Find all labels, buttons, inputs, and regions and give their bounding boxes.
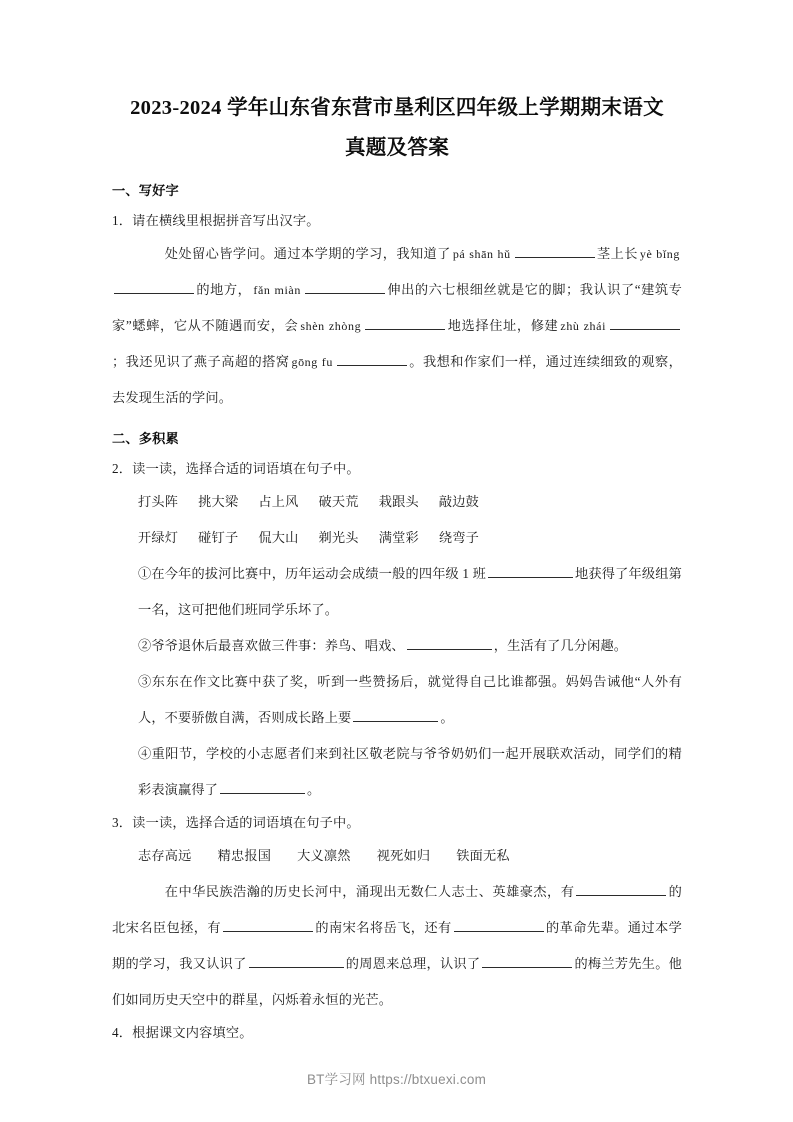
question-2-stem: 2．读一读，选择合适的词语填在句子中。 <box>112 461 360 476</box>
question-4-stem: 4．根据课文内容填空。 <box>112 1025 253 1040</box>
q3-text-4: 的革命先辈。通过本学期的学习，我又认识了 <box>112 920 683 971</box>
page-title <box>112 88 682 168</box>
question-3-stem: 3．读一读，选择合适的词语填在句子中。 <box>112 815 360 830</box>
q2-item1-text-b: 地获得了年级组第一名，这可把他们班同学乐坏了。 <box>138 566 682 617</box>
word-bank-item: 破天荒 <box>318 494 359 509</box>
q2-item2-text-a: ②爷爷退休后最喜欢做三件事：养鸟、唱戏、 <box>138 638 405 653</box>
q2-item3-text-a: ③东东在作文比赛中获了奖，听到一些赞扬后，就觉得自己比谁都强。妈妈告诫他“人外有人，不要骄傲自满，否则成长路上要 <box>138 674 682 725</box>
question-2-item-2 <box>112 628 682 664</box>
q1-blank-4[interactable] <box>365 315 445 330</box>
word-bank-item: 视死如归 <box>376 848 431 863</box>
q3-text-3: 的南宋名将岳飞，还有 <box>315 920 452 935</box>
word-bank-item: 碰钉子 <box>198 530 239 545</box>
word-bank-item: 绕弯子 <box>438 530 480 545</box>
section-heading-1: 一、写好字 <box>112 183 179 198</box>
q3-blank-5[interactable] <box>482 953 572 968</box>
q1-blank-1[interactable] <box>515 243 595 258</box>
word-bank-item: 志存高远 <box>138 848 192 863</box>
q2-item2-text-b: ，生活有了几分闲趣。 <box>493 638 628 653</box>
word-bank-item: 铁面无私 <box>456 848 510 863</box>
q1-blank-3[interactable] <box>305 279 385 294</box>
q1-pinyin-3: fǎn miàn <box>253 283 301 297</box>
q3-text-1: 在中华民族浩瀚的历史长河中，涌现出无数仁人志士、英雄豪杰，有 <box>164 884 575 899</box>
q2-item1-blank[interactable] <box>488 563 573 578</box>
word-bank-item: 占上风 <box>258 494 299 509</box>
q1-text-1: 处处留心皆学问。通过本学期的学习，我知道了 <box>164 246 451 261</box>
question-1-stem: 1．请在横线里根据拼音写出汉字。 <box>112 213 320 228</box>
question-3-passage <box>112 874 682 1018</box>
question-3-word-bank <box>112 838 682 874</box>
word-bank-item: 栽跟头 <box>378 494 419 509</box>
word-bank-item: 精忠报国 <box>217 848 272 863</box>
word-bank-item: 满堂彩 <box>378 530 419 545</box>
q3-blank-3[interactable] <box>454 917 544 932</box>
q3-text-5: 的周恩来总理，认识了 <box>345 956 481 971</box>
q1-blank-5[interactable] <box>610 315 680 330</box>
question-2-word-bank-row-1 <box>112 484 682 520</box>
q1-pinyin-2: yè bǐng <box>639 247 680 261</box>
q2-item1-text-a: ①在今年的拔河比赛中，历年运动会成绩一般的四年级 1 班 <box>138 566 487 581</box>
word-bank-item: 打头阵 <box>138 494 179 509</box>
q2-item4-text-b: 。 <box>307 782 321 797</box>
question-2-item-4 <box>112 736 682 808</box>
q2-item4-blank[interactable] <box>220 779 305 794</box>
q2-item2-blank[interactable] <box>407 635 492 650</box>
q3-blank-4[interactable] <box>249 953 344 968</box>
q1-blank-2[interactable] <box>114 279 194 294</box>
q1-text-3: 的地方， <box>196 282 252 297</box>
question-1-passage <box>112 236 682 416</box>
word-bank-item: 侃大山 <box>258 530 299 545</box>
word-bank-item: 挑大梁 <box>198 494 239 509</box>
q1-pinyin-5: zhù zhái <box>560 319 607 333</box>
question-2-item-3 <box>112 664 682 736</box>
page-footer: BT学习网 https://btxuexi.com <box>306 1072 487 1087</box>
q1-pinyin-1: pá shān hǔ <box>452 247 511 261</box>
section-heading-2: 二、多积累 <box>112 431 179 446</box>
q1-text-6: ；我还见识了燕子高超的搭窝 <box>112 354 290 369</box>
q3-blank-1[interactable] <box>576 881 666 896</box>
q2-item3-blank[interactable] <box>353 707 438 722</box>
q1-blank-6[interactable] <box>337 351 407 366</box>
q3-blank-2[interactable] <box>223 917 313 932</box>
word-bank-item: 开绿灯 <box>138 530 179 545</box>
word-bank-item: 剃光头 <box>318 530 359 545</box>
q2-item3-text-b: 。 <box>440 710 454 725</box>
q1-pinyin-6: gōng fu <box>291 355 333 369</box>
q1-text-5: 地选择住址，修建 <box>447 318 559 333</box>
q1-pinyin-4: shèn zhòng <box>300 319 362 333</box>
q1-text-2: 茎上长 <box>596 246 638 261</box>
word-bank-item: 大义凛然 <box>297 848 351 863</box>
document-body <box>112 88 682 1048</box>
question-2-word-bank-row-2 <box>112 520 682 556</box>
word-bank-item: 敲边鼓 <box>438 494 480 509</box>
question-2-item-1 <box>112 556 682 628</box>
q1-text-7: 。我想和作家们一样，通过连续细致的观察，去发现生活的学问。 <box>112 354 683 405</box>
q2-item4-text-a: ④重阳节，学校的小志愿者们来到社区敬老院与爷爷奶奶们一起开展联欢活动，同学们的精彩表演赢得了 <box>138 746 682 797</box>
page-title-line-1: 2023-2024 学年山东省东营市垦利区四年级上学期期末语文 <box>130 97 664 119</box>
q3-text-2: 的北宋名臣包拯，有 <box>112 884 682 935</box>
q3-text-6: 的梅兰芳先生。他们如同历史天空中的群星，闪烁着永恒的光芒。 <box>112 956 683 1007</box>
page-title-line-2: 真题及答案 <box>345 137 449 159</box>
q1-text-4: 伸出的六七根细丝就是它的脚；我认识了“建筑专家”蟋蟀，它从不随遇而安，会 <box>112 282 682 333</box>
